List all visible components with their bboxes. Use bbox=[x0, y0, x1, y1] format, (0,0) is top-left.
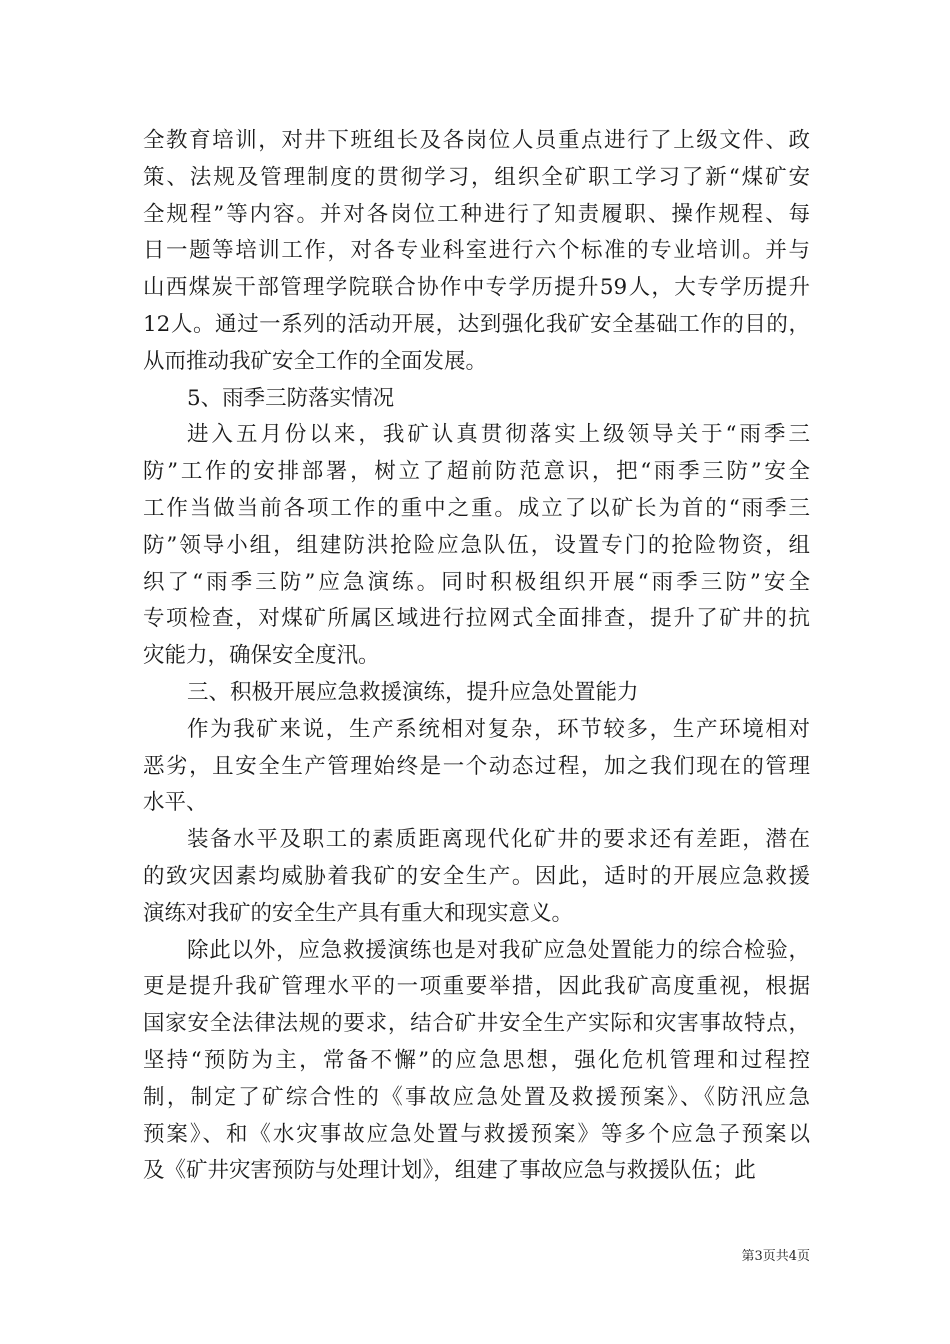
text-line: 三、积极开展应急救援演练，提升应急处置能力 bbox=[187, 679, 639, 705]
document-body bbox=[143, 123, 810, 1190]
text-line: 坚持“预防为主，常备不懈”的应急思想，强化危机管理和过程控 bbox=[143, 1047, 810, 1073]
text-line: 及《矿井灾害预防与处理计划》，组建了事故应急与救援队伍；此 bbox=[143, 1158, 756, 1184]
text-line: 防”领导小组，组建防洪抢险应急队伍，设置专门的抢险物资，组 bbox=[143, 532, 810, 558]
text-line: 工作当做当前各项工作的重中之重。成立了以矿长为首的“雨季三 bbox=[143, 495, 810, 521]
text-line: 演练对我矿的安全生产具有重大和现实意义。 bbox=[143, 900, 574, 926]
paragraph bbox=[143, 822, 810, 932]
text-line: 织了“雨季三防”应急演练。同时积极组织开展“雨季三防”安全 bbox=[143, 569, 810, 595]
text-line: 作为我矿来说，生产系统相对复杂，环节较多，生产环境相对 bbox=[187, 716, 810, 742]
text-line: 水平、 bbox=[143, 790, 208, 816]
text-line: 策、法规及管理制度的贯彻学习，组织全矿职工学习了新“煤矿安 bbox=[143, 164, 810, 190]
text-line: 恶劣，且安全生产管理始终是一个动态过程，加之我们现在的管理 bbox=[143, 753, 810, 779]
text-line: 专项检查，对煤矿所属区域进行拉网式全面排查，提升了矿井的抗 bbox=[143, 606, 810, 632]
text-line: 预案》、和《水灾事故应急处置与救援预案》等多个应急子预案以 bbox=[143, 1121, 810, 1147]
text-line: 更是提升我矿管理水平的一项重要举措，因此我矿高度重视，根据 bbox=[143, 974, 810, 1000]
text-line: 灾能力，确保安全度汛。 bbox=[143, 643, 380, 669]
text-line: 制，制定了矿综合性的《事故应急处置及救援预案》、《防汛应急 bbox=[143, 1084, 810, 1110]
paragraph bbox=[143, 417, 810, 675]
paragraph bbox=[143, 381, 810, 418]
paragraph bbox=[143, 675, 810, 712]
text-line: 全教育培训，对井下班组长及各岗位人员重点进行了上级文件、政 bbox=[143, 128, 810, 153]
text-line: 的致灾因素均威胁着我矿的安全生产。因此，适时的开展应急救援 bbox=[143, 863, 810, 889]
text-line: 防”工作的安排部署，树立了超前防范意识，把“雨季三防”安全 bbox=[143, 459, 810, 485]
text-line: 日一题等培训工作，对各专业科室进行六个标准的专业培训。并与 bbox=[143, 238, 810, 264]
paragraph bbox=[143, 712, 810, 822]
text-line: 装备水平及职工的素质距离现代化矿井的要求还有差距，潜在 bbox=[187, 827, 810, 853]
text-line: 进入五月份以来，我矿认真贯彻落实上级领导关于“雨季三 bbox=[187, 422, 810, 448]
paragraph bbox=[143, 123, 810, 381]
text-line: 从而推动我矿安全工作的全面发展。 bbox=[143, 348, 488, 374]
text-line: 全规程”等内容。并对各岗位工种进行了知责履职、操作规程、每 bbox=[143, 201, 810, 227]
text-line: 国家安全法律法规的要求，结合矿井安全生产实际和灾害事故特点， bbox=[143, 1011, 810, 1037]
text-line: 除此以外，应急救援演练也是对我矿应急处置能力的综合检验， bbox=[187, 937, 810, 963]
page-number: 第3页共4页 bbox=[741, 1249, 810, 1264]
text-line: 山西煤炭干部管理学院联合协作中专学历提升59人，大专学历提升 bbox=[143, 275, 810, 301]
text-line: 5、雨季三防落实情况 bbox=[187, 385, 395, 411]
text-line: 12人。通过一系列的活动开展，达到强化我矿安全基础工作的目的， bbox=[143, 311, 810, 337]
paragraph bbox=[143, 933, 810, 1191]
